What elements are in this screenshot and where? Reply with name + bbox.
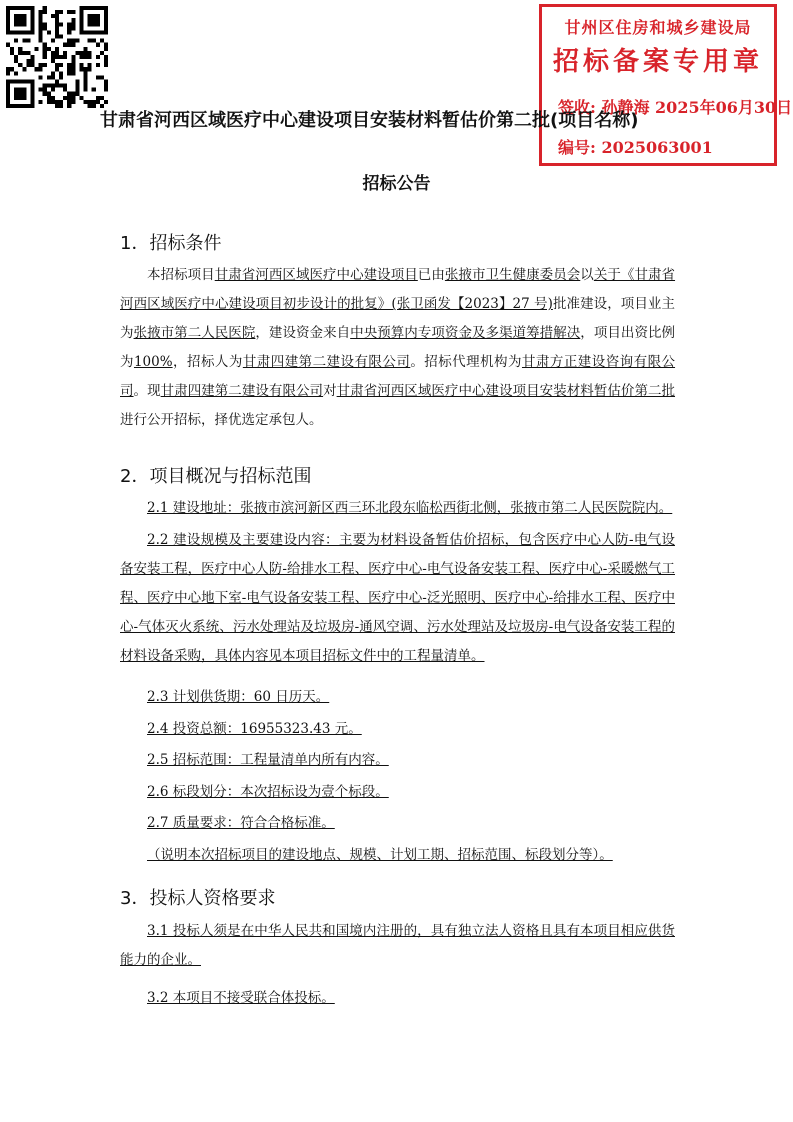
qr-code	[6, 6, 108, 108]
item-3-1: 3.1 投标人须是在中华人民共和国境内注册的，具有独立法人资格且具有本项目相应供货能力的企业。	[120, 923, 675, 968]
item-2-7: 2.7 质量要求：符合合格标准。	[147, 815, 335, 831]
section-2-note: （说明本次招标项目的建设地点、规模、计划工期、招标范围、标段划分等）。	[147, 847, 613, 863]
item-3-2: 3.2 本项目不接受联合体投标。	[147, 990, 335, 1006]
item-2-4: 2.4 投资总额：16955323.43 元。	[147, 721, 362, 737]
document-subtitle: 招标公告	[362, 174, 431, 194]
stamp-number: 编号: 2025063001	[558, 138, 713, 157]
item-2-5: 2.5 招标范围：工程量清单内所有内容。	[147, 752, 389, 768]
stamp-kind: 招标备案专用章	[552, 47, 763, 77]
section-2-heading: 2．项目概况与招标范围	[120, 466, 312, 487]
stamp-signature: 签收: 孙静海 2025年06月30日	[558, 98, 793, 117]
stamp-organization: 甘州区住房和城乡建设局	[564, 18, 752, 37]
registration-stamp	[539, 4, 793, 166]
section-1-paragraph: 本招标项目甘肃省河西区域医疗中心建设项目已由张掖市卫生健康委员会以关于《甘肃省河西区域医疗中心建设项目初步设计的批复》(张卫函发【2023】27 号)批准建设，项目业主为张掖市第二人民医院，建设资金来自中央预算内专项资金及多渠道筹措解决，项目出资比例为100%，招标人为甘肃四建第二建设有限公司。招标代理机构为甘肃方正建设咨询有限公司。现甘肃四建第二建设有限公司对甘肃省河西区域医疗中心建设项目安装材料暂估价第二批进行公开招标，择优选定承包人。	[120, 267, 676, 428]
document-title: 甘肃省河西区域医疗中心建设项目安装材料暂估价第二批(项目名称)	[100, 110, 639, 131]
item-2-3: 2.3 计划供货期：60 日历天。	[147, 689, 330, 705]
section-3-heading: 3．投标人资格要求	[120, 888, 276, 909]
item-2-1: 2.1 建设地址：张掖市滨河新区西三环北段东临松西街北侧，张掖市第二人民医院院内。	[147, 500, 673, 516]
section-1-heading: 1．招标条件	[120, 233, 222, 254]
item-2-6: 2.6 标段划分：本次招标设为壹个标段。	[147, 784, 389, 800]
item-2-2: 2.2 建设规模及主要建设内容：主要为材料设备暂估价招标，包含医疗中心人防-电气设备安装工程，医疗中心人防-给排水工程、医疗中心-电气设备安装工程、医疗中心-采暖燃气工程、医疗中心地下室-电气设备安装工程、医疗中心-泛光照明、医疗中心-给排水工程、医疗中心-气体灭火系统、污水处理站及垃圾房-通风空调、污水处理站及垃圾房-电气设备安装工程的材料设备采购，具体内容见本项目招标文件中的工程量清单。	[120, 532, 675, 664]
